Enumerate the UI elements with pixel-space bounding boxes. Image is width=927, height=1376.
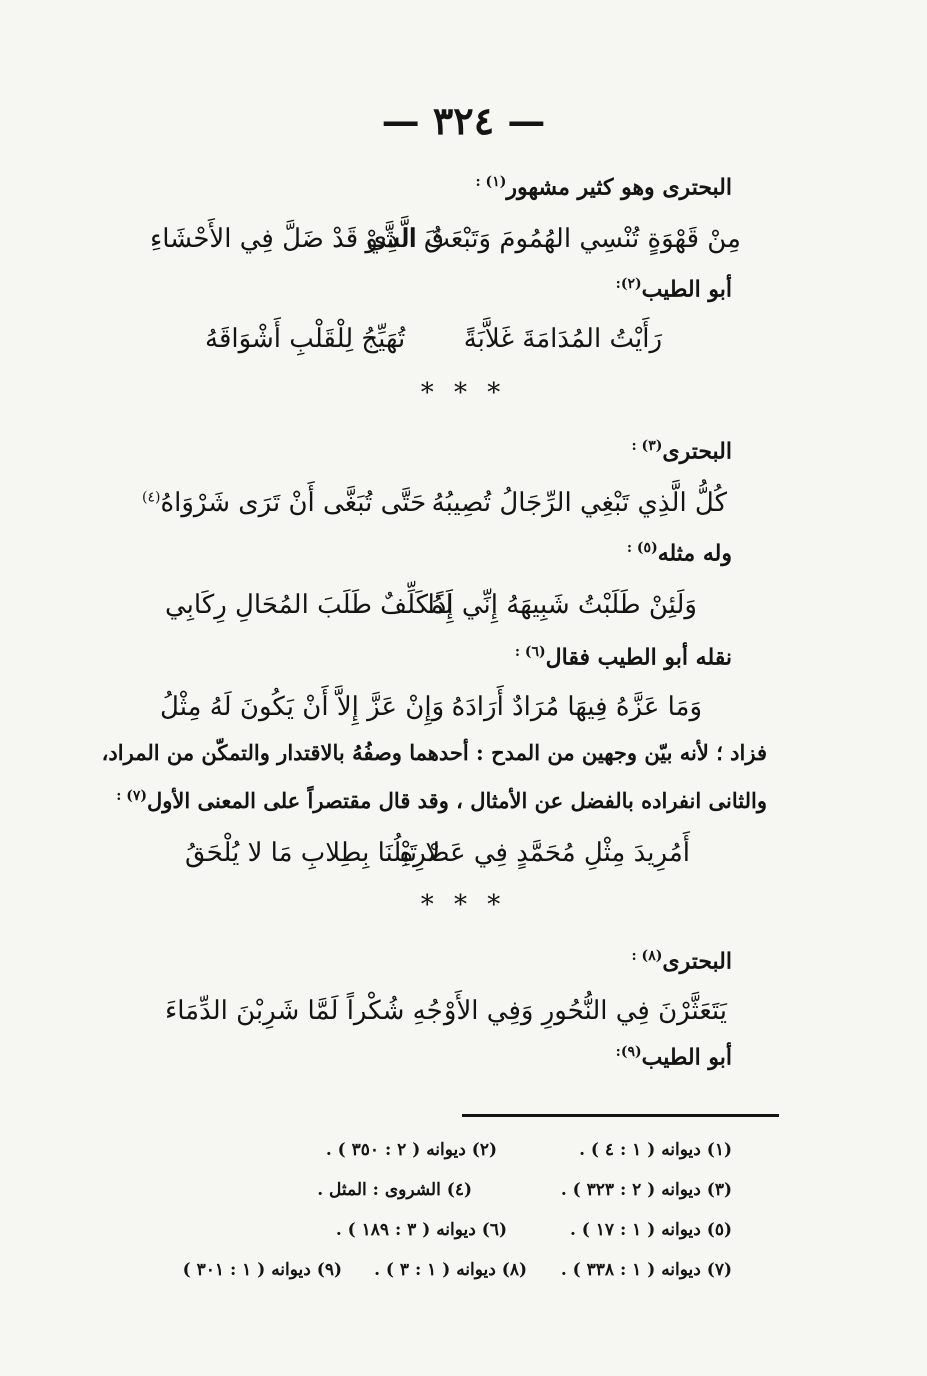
prose-line-2 <box>116 788 767 813</box>
verse-3-first-hemistich: كُلُّ الَّذِي تَبْغِي الرِّجَالُ تُصِيبُهُ <box>431 488 727 518</box>
footnote-mark: (٤) <box>142 489 161 506</box>
footnote-7: (٧) ديوانه ( ١ : ٣٣٨ ) . <box>560 1260 732 1280</box>
footnote-mark: (١) : <box>475 174 507 190</box>
verse-2-second-hemistich: تُهَيِّجُ لِلْقَلْبِ أَشْوَاقَهُ <box>205 324 406 354</box>
footnote-mark: (٢): <box>615 276 642 292</box>
verse-5-second-hemistich: وَإِنْ عَزَّ إِلاَّ أَنْ يَكُونَ لَهُ مِثْلُ <box>160 692 445 722</box>
verse-6-second-hemistich: لا تَبْلُنَا بِطِلابِ مَا لا يُلْحَقُ <box>185 838 441 868</box>
verse-4-first-hemistich: وَلَئِنْ طَلَبْتُ شَبِيهَهُ إِنِّي إِذًا <box>427 590 697 620</box>
footnote-5: (٥) ديوانه ( ١ : ١٧ ) . <box>569 1220 732 1240</box>
heading-text: البحترى وهو كثير مشهور <box>506 174 732 201</box>
footnote-mark: (٩): <box>615 1044 642 1060</box>
heading-text: نقله أبو الطيب فقال <box>545 644 732 671</box>
footnote-mark: (٥) : <box>626 540 658 556</box>
footnote-2: (٢) ديوانه ( ٢ : ٣٥٠ ) . <box>325 1140 497 1160</box>
verse-4-second-hemistich: لَمُكَلِّفٌ طَلَبَ المُحَالِ رِكَابِي <box>165 590 453 620</box>
footnote-6: (٦) ديوانه ( ٣ : ١٨٩ ) . <box>335 1220 507 1240</box>
hemistich-text: حَتَّى تُبَغَّى أَنْ تَرَى شَرْوَاهُ <box>160 488 427 518</box>
footnote-mark: (٧) : <box>116 788 148 804</box>
verse-1-second-hemistich: قَ الَّذِي قَدْ ضَلَّ فِي الأَحْشَاءِ <box>150 224 445 254</box>
footnote-1: (١) ديوانه ( ١ : ٤ ) . <box>579 1140 732 1160</box>
footnote-mark: (٦) : <box>514 644 546 660</box>
heading-text: وله مثله <box>657 540 732 567</box>
footnote-3: (٣) ديوانه ( ٢ : ٣٢٣ ) . <box>560 1180 732 1200</box>
verse-2-first-hemistich: رَأَيْتُ المُدَامَةَ غَلاَّبَةً <box>463 324 662 354</box>
heading-text: البحترى <box>662 948 732 975</box>
page-number: — ٣٢٤ — <box>381 98 546 143</box>
verse-5-first-hemistich: وَمَا عَزَّهُ فِيهَا مُرَادٌ أَرَادَهُ <box>451 692 702 722</box>
heading-text: البحترى <box>662 438 732 465</box>
prose-text: والثانى انفراده بالفضل عن الأمثال ، وقد قال مقتصراً على المعنى الأول <box>147 788 767 813</box>
section-separator: * * * <box>420 378 507 408</box>
poet-heading-7 <box>616 1044 732 1070</box>
footnote-9: (٩) ديوانه ( ١ : ٣٠١ ) <box>182 1260 342 1280</box>
footnote-4: (٤) الشروى : المثل . <box>317 1180 472 1200</box>
heading-text: أبو الطيب <box>641 1044 732 1071</box>
footnote-mark: (٨) : <box>631 948 663 964</box>
footnote-divider <box>462 1114 779 1117</box>
poet-heading-1 <box>476 174 732 200</box>
section-separator: * * * <box>420 890 507 920</box>
heading-text: أبو الطيب <box>641 276 732 303</box>
poet-heading-5 <box>515 644 732 670</box>
prose-line-1: فزاد ؛ لأنه بيّن وجهين من المدح : أحدهما وصفُهُ بالاقتدار والتمكّن من المراد، <box>101 740 767 765</box>
verse-6-first-hemistich: أَمُرِيدَ مِثْلِ مُحَمَّدٍ فِي عَصْرِهِ <box>399 838 690 868</box>
poet-heading-4 <box>627 540 732 566</box>
verse-1-first-hemistich: مِنْ قَهْوَةٍ تُنْسِي الهُمُومَ وَتَبْعَثُ الشَّوْ <box>365 224 741 254</box>
verse-7-first-hemistich: يَتَعَثَّرْنَ فِي النُّحُورِ وَفِي الأَوْ <box>443 996 727 1026</box>
poet-heading-3 <box>632 438 732 464</box>
poet-heading-6 <box>632 948 732 974</box>
verse-7-second-hemistich: جُهِ شُكْراً لَمَّا شَرِبْنَ الدِّمَاءَ <box>165 996 443 1026</box>
footnote-8: (٨) ديوانه ( ١ : ٣ ) . <box>374 1260 527 1280</box>
poet-heading-2 <box>616 276 732 302</box>
footnote-mark: (٣) : <box>631 438 663 454</box>
verse-3-second-hemistich <box>142 488 426 518</box>
